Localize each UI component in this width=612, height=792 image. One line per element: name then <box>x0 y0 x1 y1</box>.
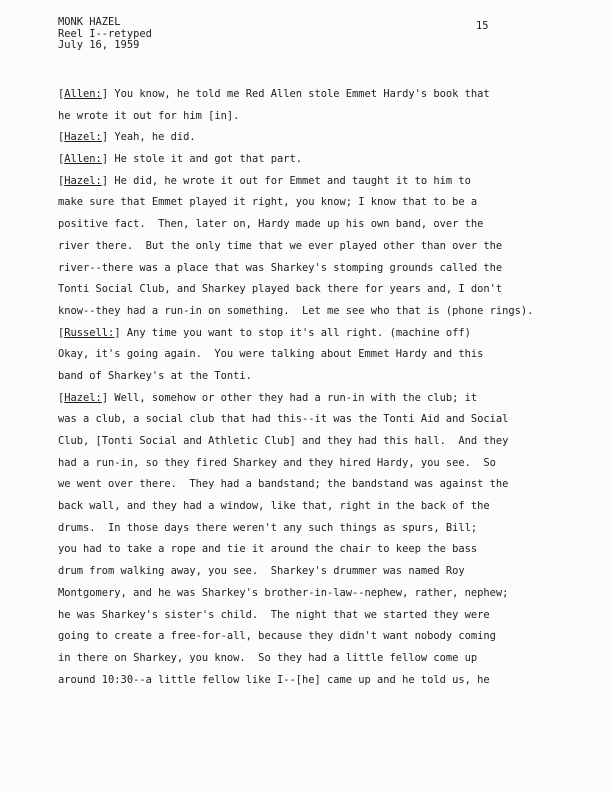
line-text: He did, he wrote it out for Emmet and taught it to him to <box>108 174 471 187</box>
line-text: river there. But the only time that we ever played other than over the <box>58 239 503 252</box>
speaker-bracket-close: ] <box>101 88 109 100</box>
line-text: he was Sharkey's sister's child. The night that we started they were <box>58 608 490 621</box>
transcript-line <box>58 561 578 583</box>
document-header <box>58 17 152 52</box>
transcript-line <box>58 453 578 475</box>
transcript-line <box>58 431 578 453</box>
transcript-line <box>58 214 578 236</box>
line-text: He stole it and got that part. <box>108 153 303 166</box>
transcript-line <box>58 539 578 561</box>
transcript-line <box>58 648 578 670</box>
speaker-bracket-open: [ <box>58 326 65 339</box>
line-text: was a club, a social club that had this--it was the Tonti Aid and Social <box>58 413 509 426</box>
transcript-line <box>58 192 578 214</box>
speaker-bracket-close: ] <box>101 174 109 187</box>
line-text: know--they had a run-in on something. Let me see who that is (phone rings). <box>58 304 534 317</box>
line-text: Well, somehow or other they had a run-in with the club; it <box>108 391 478 404</box>
speaker-bracket-close: ] <box>101 131 109 144</box>
transcript-line <box>58 518 578 540</box>
transcript-line <box>58 106 578 128</box>
transcript-line <box>58 474 578 496</box>
speaker-label: Hazel: <box>64 391 102 404</box>
line-text: had a run-in, so they fired Sharkey and they hired Hardy, you see. So <box>58 456 496 469</box>
speaker-label: Russell: <box>64 326 115 339</box>
speaker-label: Allen: <box>64 153 102 166</box>
transcript-line <box>58 496 578 518</box>
line-text: Okay, it's going again. You were talking about Emmet Hardy and this <box>58 348 484 361</box>
speaker-bracket-open: [ <box>58 391 65 404</box>
transcript-line <box>58 409 578 431</box>
transcript-line <box>58 626 578 648</box>
line-text: band of Sharkey's at the Tonti. <box>58 369 252 382</box>
speaker-bracket-open: [ <box>58 153 65 166</box>
line-text: back wall, and they had a window, like that, right in the back of the <box>58 500 490 513</box>
transcript-line <box>58 258 578 280</box>
line-text: drum from walking away, you see. Sharkey's drummer was named Roy <box>58 565 465 578</box>
line-text: make sure that Emmet played it right, you know; I know that to be a <box>58 196 478 209</box>
speaker-label: Hazel: <box>64 174 102 187</box>
transcript-body <box>58 84 578 691</box>
reel-label: Reel I--retyped <box>58 27 152 40</box>
interview-date: July 16, 1959 <box>58 39 140 51</box>
transcript-line <box>58 366 578 388</box>
page-number: 15 <box>476 20 489 32</box>
speaker-bracket-close: ] <box>114 326 121 339</box>
line-text: river--there was a place that was Sharkey's stomping grounds called the <box>58 261 503 274</box>
transcript-line <box>58 670 578 692</box>
transcript-line <box>58 301 578 323</box>
transcript-line <box>58 84 578 106</box>
line-text: drums. In those days there weren't any such things as spurs, Bill; <box>58 521 478 534</box>
line-text: Montgomery, and he was Sharkey's brother-in-law--nephew, rather, nephew; <box>58 586 509 599</box>
transcript-line <box>58 171 578 193</box>
speaker-bracket-open: [ <box>58 131 65 144</box>
speaker-label: Allen: <box>64 88 102 100</box>
transcript-line <box>58 236 578 258</box>
transcript-line <box>58 279 578 301</box>
transcript-line <box>58 583 578 605</box>
transcript-line <box>58 605 578 627</box>
speaker-bracket-open: [ <box>58 88 65 100</box>
transcript-line <box>58 344 578 366</box>
line-text: in there on Sharkey, you know. So they had a little fellow come up <box>58 651 478 664</box>
speaker-bracket-close: ] <box>101 391 109 404</box>
transcript-line <box>58 149 578 171</box>
line-text: going to create a free-for-all, because they didn't want nobody coming <box>58 630 496 643</box>
line-text: around 10:30--a little fellow like I--[he] came up and he told us, he <box>58 673 490 686</box>
interviewee-name: MONK HAZEL <box>58 16 121 28</box>
line-text: he wrote it out for him [in]. <box>58 109 240 122</box>
line-text: Tonti Social Club, and Sharkey played back there for years and, I don't <box>58 283 503 296</box>
transcript-line <box>58 127 578 149</box>
line-text: You know, he told me Red Allen stole Emmet Hardy's book that <box>108 88 490 100</box>
line-text: Club, [Tonti Social and Athletic Club] and they had this hall. And they <box>58 435 509 447</box>
line-text: positive fact. Then, later on, Hardy made up his own band, over the <box>58 218 484 231</box>
line-text: Any time you want to stop it's all right. (machine off) <box>120 326 471 339</box>
transcript-line <box>58 388 578 410</box>
line-text: we went over there. They had a bandstand; the bandstand was against the <box>58 478 509 491</box>
speaker-bracket-close: ] <box>101 153 109 166</box>
transcript-line <box>58 323 578 345</box>
speaker-label: Hazel: <box>64 131 102 144</box>
line-text: you had to take a rope and tie it around the chair to keep the bass <box>58 543 478 556</box>
line-text: Yeah, he did. <box>108 131 196 144</box>
speaker-bracket-open: [ <box>58 174 65 187</box>
